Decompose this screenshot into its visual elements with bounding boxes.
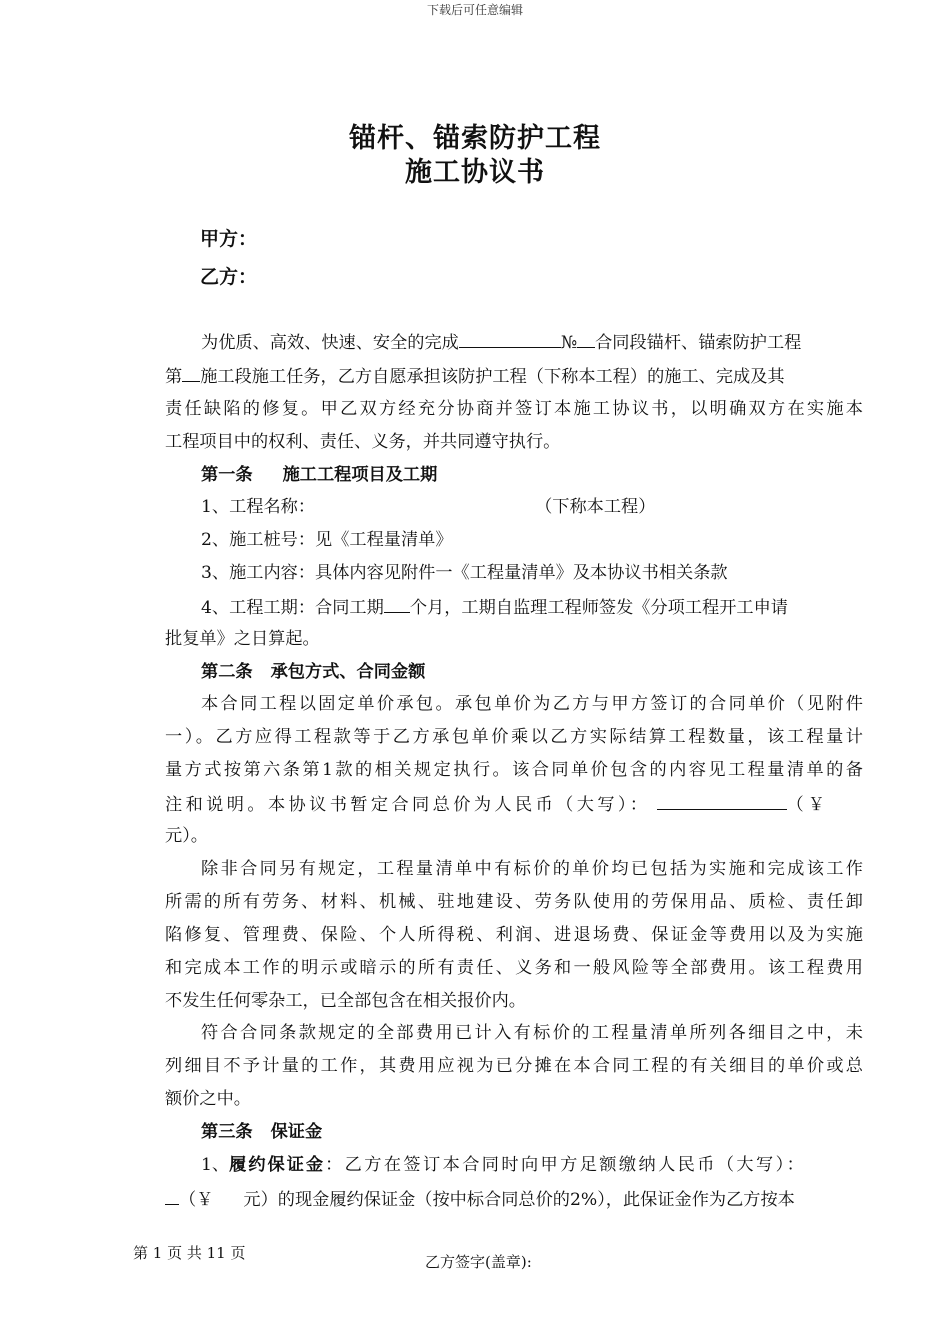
art2-p3-line2: 列细目不予计量的工作，其费用应视为已分摊在本合同工程的有关细目的单价或总	[165, 1056, 863, 1076]
page-number: 第 1 页 共 11 页	[133, 1244, 246, 1262]
art2-p2-line3: 陷修复、管理费、保险、个人所得税、利润、进退场费、保证金等费用以及为实施	[165, 925, 863, 945]
art2-p3-line1: 符合合同条款规定的全部费用已计入有标价的工程量清单所列各细目之中，未	[201, 1023, 863, 1043]
blank-project-name	[459, 325, 561, 348]
intro-line-2: 第 施工段施工任务，乙方自愿承担该防护工程（下称本工程）的施工、完成及其	[165, 359, 863, 391]
doc-title-line1: 锚杆、锚索防护工程	[349, 123, 601, 154]
intro-line-1: 为优质、高效、快速、安全的完成 № 合同段锚杆、锚索防护工程	[165, 325, 863, 357]
doc-title-line2: 施工协议书	[405, 157, 545, 188]
blank-total-price	[657, 787, 787, 810]
art2-p1-line5: 元）。	[165, 826, 208, 846]
art2-p2-line1: 除非合同另有规定，工程量清单中有标价的单价均已包括为实施和完成该工作	[201, 859, 863, 879]
art3-item-1-cont: （￥ 元）的现金履约保证金（按中标合同总价的2%），此保证金作为乙方按本	[165, 1182, 863, 1214]
art2-p2-line5: 不发生任何零杂工，已全部包含在相关报价内。	[165, 991, 526, 1011]
blank-section-no	[182, 359, 200, 382]
party-a-label: 甲方：	[200, 228, 258, 250]
article-2-heading: 第二条 承包方式、合同金额	[201, 662, 426, 682]
art2-p2-line4: 和完成本工作的明示或暗示的所有责任、义务和一般风险等全部费用。该工程费用	[165, 958, 863, 978]
blank-contract-no	[577, 325, 595, 348]
art2-p1-line2: 一）。乙方应得工程款等于乙方承包单价乘以乙方实际结算工程数量，该工程量计	[165, 727, 863, 747]
article-1-item-1: 1、工程名称： （下称本工程）	[201, 497, 656, 517]
article-3-heading: 第三条 保证金	[201, 1122, 323, 1142]
art2-p1-line4: 注和说明。本协议书暂定合同总价为人民币（大写）： （￥	[165, 787, 863, 819]
art2-p2-line2: 所需的所有劳务、材料、机械、驻地建设、劳务队使用的劳保用品、质检、责任卸	[165, 892, 863, 912]
art2-p1-line1: 本合同工程以固定单价承包。承包单价为乙方与甲方签订的合同单价（见附件	[201, 694, 863, 714]
article-1-item-4: 4、工程工期：合同工期 个月，工期自监理工程师签发《分项工程开工申请	[165, 590, 863, 622]
article-1-heading: 第一条 施工工程项目及工期	[201, 465, 438, 485]
article-1-item-2: 2、施工桩号：见《工程量清单》	[201, 530, 453, 550]
article-1-item-4-cont: 批复单》之日算起。	[165, 629, 320, 649]
blank-deposit-amount	[165, 1182, 179, 1205]
art2-p3-line3: 额价之中。	[165, 1089, 251, 1109]
article-1-item-3: 3、施工内容：具体内容见附件一《工程量清单》及本协议书相关条款	[201, 563, 728, 583]
art3-item-1: 1、履约保证金：乙方在签订本合同时向甲方足额缴纳人民币（大写）：	[201, 1155, 807, 1175]
party-b-label: 乙方：	[200, 266, 258, 288]
art2-p1-line3: 量方式按第六条第1款的相关规定执行。该合同单价包含的内容见工程量清单的备	[165, 760, 863, 780]
blank-duration-months	[384, 590, 410, 613]
signature-label: 乙方签字(盖章):	[425, 1253, 532, 1271]
intro-line-4: 工程项目中的权利、责任、义务，并共同遵守执行。	[165, 432, 561, 452]
intro-line-3: 责任缺陷的修复。甲乙双方经充分协商并签订本施工协议书，以明确双方在实施本	[165, 399, 863, 419]
header-note: 下载后可任意编辑	[426, 3, 523, 17]
